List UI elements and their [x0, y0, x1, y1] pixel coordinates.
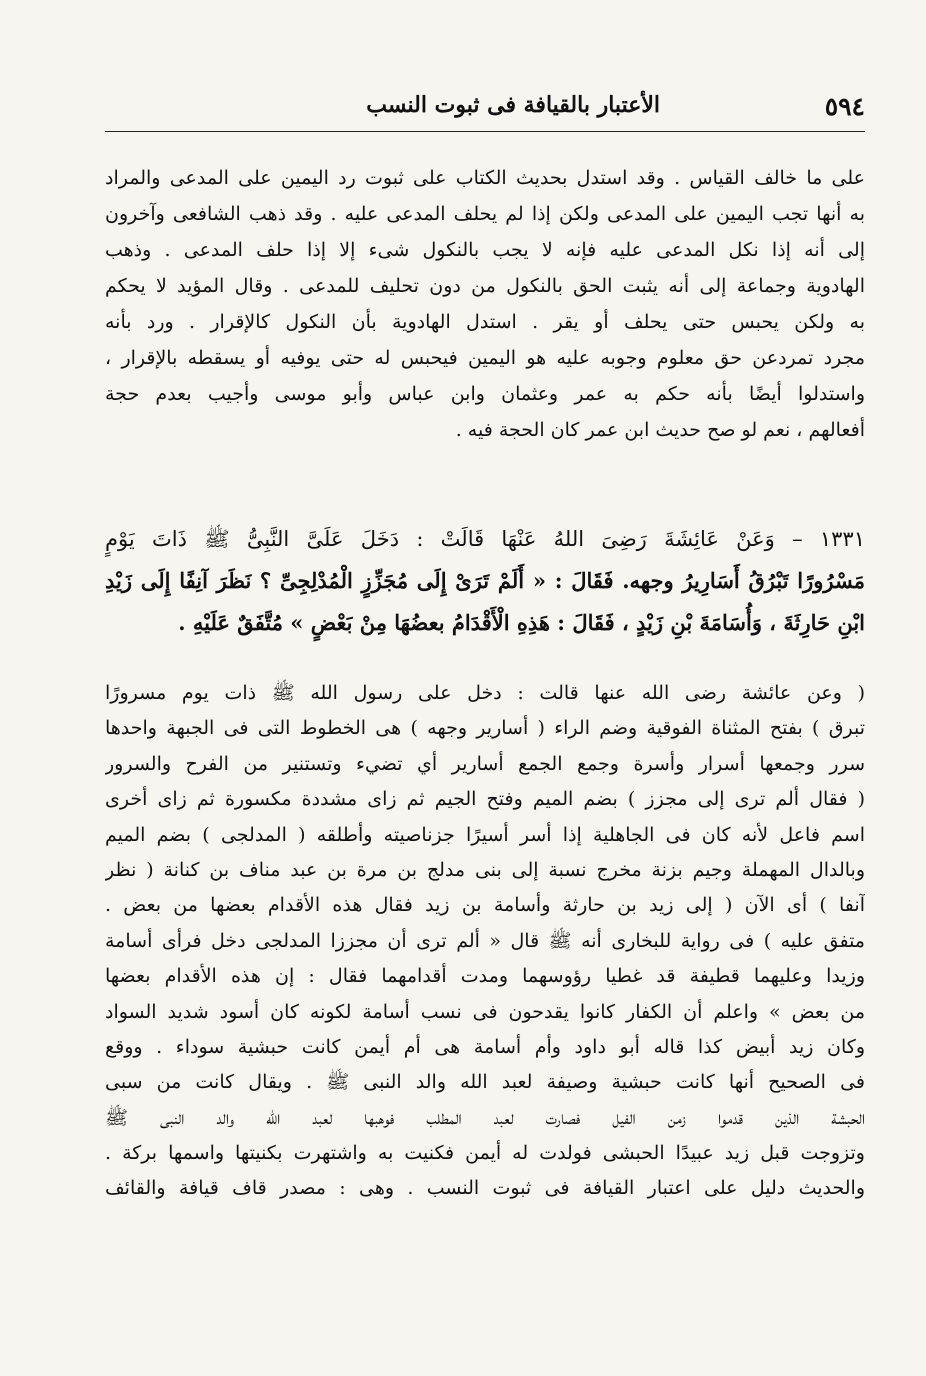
- page-number: ٥٩٤: [824, 92, 865, 121]
- hadith-line: ١٣٣١ – وَعَنْ عَائِشَةَ رَضِىَ اللهُ عَنْهَا قَالَتْ : دَخَلَ عَلَىَّ النَّبِىُّ ﷺ ذَاتَ يَوْمٍ: [105, 527, 865, 551]
- text-line: من بعض » واعلم أن الكفار كانوا يقدحون فى نسب أسامة لكونه كان أسود شديد السواد: [105, 1000, 865, 1023]
- hadith-line: ابْنِ حَارِثَةَ ، وَأُسَامَةَ بْنِ زَيْدٍ ، فَقَالَ : هَذِهِ الْأَقْدَامُ بعضُهَا مِنْ بَعْضٍ » مُتَّفَقٌ عَلَيْهِ .: [178, 610, 865, 635]
- text-line: اسم فاعل لأنه كان فى الجاهلية إذا أسر أسيرًا جزناصيته وأطلقه ( المدلجى ) بضم الميم: [105, 823, 865, 846]
- hadith-line: مَسْرُورًا تَبْرُقُ أَسَارِيرُ وجهه. فَقَالَ : « أَلَمْ تَرَىْ إِلَى مُجَزِّزٍ الْمُدْلِجِىِّ ؟ نَظَرَ آنِفًا إِلَى زَيْدِ: [105, 568, 865, 593]
- text-line: الهادوية وجماعة إلى أنه يثبت الحق بالنكول من دون تحليف للمدعى . وقال المؤيد لا يحكم: [105, 275, 865, 297]
- text-line: وكان زيد أبيض كذا قاله أبو داود وأم أسامة هى أم أيمن كانت حبشية سوداء . ووقع: [105, 1035, 865, 1058]
- page-header: [105, 88, 865, 132]
- text-line: واستدلوا أيضًا بأنه حكم به عمر وعثمان وابن عباس وأبو موسى وأجيب بعدم حجة: [105, 383, 865, 405]
- header-rule: [105, 131, 865, 132]
- text-line: ( فقال ألم ترى إلى مجزز ) بضم الميم وفتح الجيم ثم زاى مشددة مكسورة ثم زاى أخرى: [105, 788, 865, 811]
- text-line: به ولكن يحبس حتى يحلف أو يقر . استدل الهادوية بأن النكول كالإقرار . ورد بأنه: [105, 311, 865, 333]
- text-line: الحبشة الذين قدموا زمن الفيل فصارت لعبد المطلب فوهبها لعبد الله والد النبى ﷺ: [105, 1106, 865, 1129]
- text-line: وبالدال المهملة وجيم بزنة مخرج نسبة إلى بنى مدلج بن مرة بن عبد مناف بن كنانة ( نظر: [105, 858, 865, 881]
- paragraph-commentary: [105, 676, 865, 1207]
- text-line: وزيدا وعليهما قطيفة قد غطيا رؤوسهما ومدت أقدامهما فقال : إن هذه الأقدام بعضها: [105, 965, 865, 988]
- running-title: الأعتبار بالقيافة فى ثبوت النسب: [366, 92, 660, 118]
- text-line: فى الصحيح أنها كانت حبشية وصيفة لعبد الله والد النبى ﷺ . ويقال كانت من سبى: [105, 1071, 865, 1094]
- text-line: إلى أنه إذا نكل المدعى عليه فإنه لا يجب بالنكول شىء إلا إذا حلف المدعى . وذهب: [105, 239, 865, 261]
- text-line: على ما خالف القياس . وقد استدل بحديث الكتاب على ثبوت رد اليمين على المدعى والمراد: [105, 167, 865, 189]
- text-line: ( وعن عائشة رضى الله عنها قالت : دخل على رسول الله ﷺ ذات يوم مسرورًا: [105, 682, 865, 704]
- text-line: متفق عليه ) فى رواية للبخارى أنه ﷺ قال « ألم ترى أن مجززا المدلجى دخل فرأى أسامة: [105, 929, 865, 952]
- text-line: سرر وجمعها أسرار وأسرة وجمع الجمع أسارير أي تضيء وتستنير من الفرح والسرور: [105, 752, 865, 775]
- text-line: تبرق ) بفتح المثناة الفوقية وضم الراء ( أسارير وجهه ) هى الخطوط التى فى الجبهة واحدها: [105, 717, 865, 740]
- text-line: به أنها تجب اليمين على المدعى ولكن إذا لم يحلف المدعى عليه . وقد ذهب الشافعى وآخرون: [105, 203, 865, 225]
- text-line: أفعالهم ، نعم لو صح حديث ابن عمر كان الحجة فيه .: [455, 419, 865, 441]
- paragraph-commentary-previous: [105, 160, 865, 448]
- text-line: مجرد تمردعن حق معلوم وجوبه عليه هو اليمين فيحبس له حتى يوفيه أو يسقطه بالإقرار ،: [105, 347, 865, 369]
- hadith-text: [105, 518, 865, 644]
- text-line: وتزوجت قبل زيد عبيدًا الحبشى فولدت له أيمن فكنيت به واشتهرت بكنيتها واسمها بركة .: [105, 1142, 865, 1165]
- text-line: آنفا ) أى الآن ( إلى زيد بن حارثة وأسامة بن زيد فقال هذه الأقدام بعضها من بعض .: [105, 894, 865, 917]
- text-line: والحديث دليل على اعتبار القيافة فى ثبوت النسب . وهى : مصدر قاف قيافة والقائف: [105, 1177, 865, 1200]
